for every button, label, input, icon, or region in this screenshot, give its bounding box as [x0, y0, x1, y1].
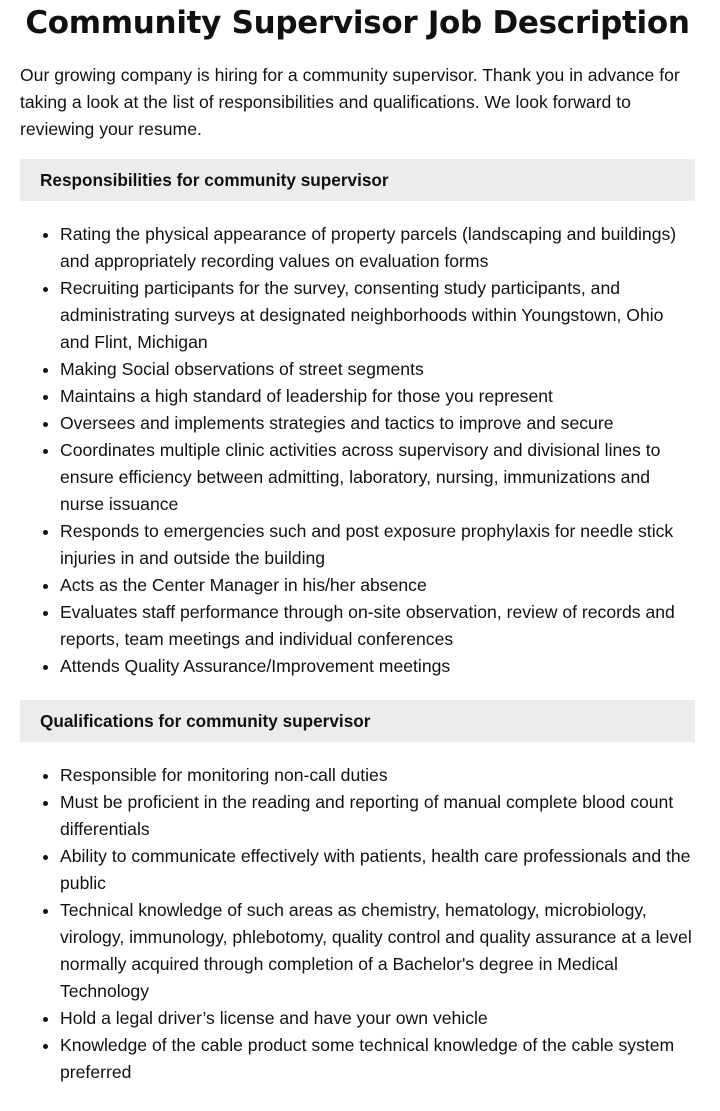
- responsibilities-header: [20, 159, 695, 201]
- list-item: • Responds to emergencies such and post exposure prophylaxis for needle stick injuries in and outside the building: [60, 518, 695, 572]
- responsibilities-header-label: Responsibilities for community supervisor: [40, 169, 389, 190]
- list-item: • Recruiting participants for the survey, consenting study participants, and administrating surveys at designated neighborhoods within Youngstown, Ohio and Flint, Michigan: [60, 275, 695, 356]
- list-item: • Evaluates staff performance through on-site observation, review of records and reports, team meetings and individual conferences: [60, 599, 695, 653]
- qualifications-header-label: Qualifications for community supervisor: [40, 710, 371, 731]
- intro-paragraph: Our growing company is hiring for a community supervisor. Thank you in advance for taking a look at the list of responsibilities and qualifications. We look forward to reviewing your resume.: [20, 65, 680, 139]
- responsibilities-list: [20, 221, 695, 680]
- qualifications-list: [20, 762, 695, 1086]
- list-item: • Rating the physical appearance of property parcels (landscaping and buildings) and appropriately recording values on evaluation forms: [60, 221, 695, 275]
- list-item: • Knowledge of the cable product some technical knowledge of the cable system preferred: [60, 1032, 695, 1086]
- list-item: • Responsible for monitoring non-call duties: [60, 762, 695, 789]
- list-item: • Hold a legal driver’s license and have your own vehicle: [60, 1005, 695, 1032]
- list-item: • Acts as the Center Manager in his/her absence: [60, 572, 695, 599]
- list-item: • Ability to communicate effectively with patients, health care professionals and the public: [60, 843, 695, 897]
- list-item: • Oversees and implements strategies and tactics to improve and secure: [60, 410, 695, 437]
- list-item: • Technical knowledge of such areas as chemistry, hematology, microbiology, virology, immunology, phlebotomy, quality control and quality assurance at a level normally acquired through completion of a Bachelor's degree in Medical Technology: [60, 897, 695, 1005]
- list-item: • Coordinates multiple clinic activities across supervisory and divisional lines to ensure efficiency between admitting, laboratory, nursing, immunizations and nurse issuance: [60, 437, 695, 518]
- list-item: • Maintains a high standard of leadership for those you represent: [60, 383, 695, 410]
- list-item: • Making Social observations of street segments: [60, 356, 695, 383]
- qualifications-header: [20, 700, 695, 742]
- list-item: • Attends Quality Assurance/Improvement meetings: [60, 653, 695, 680]
- page-title: Community Supervisor Job Description: [25, 5, 690, 41]
- list-item: • Must be proficient in the reading and reporting of manual complete blood count differentials: [60, 789, 695, 843]
